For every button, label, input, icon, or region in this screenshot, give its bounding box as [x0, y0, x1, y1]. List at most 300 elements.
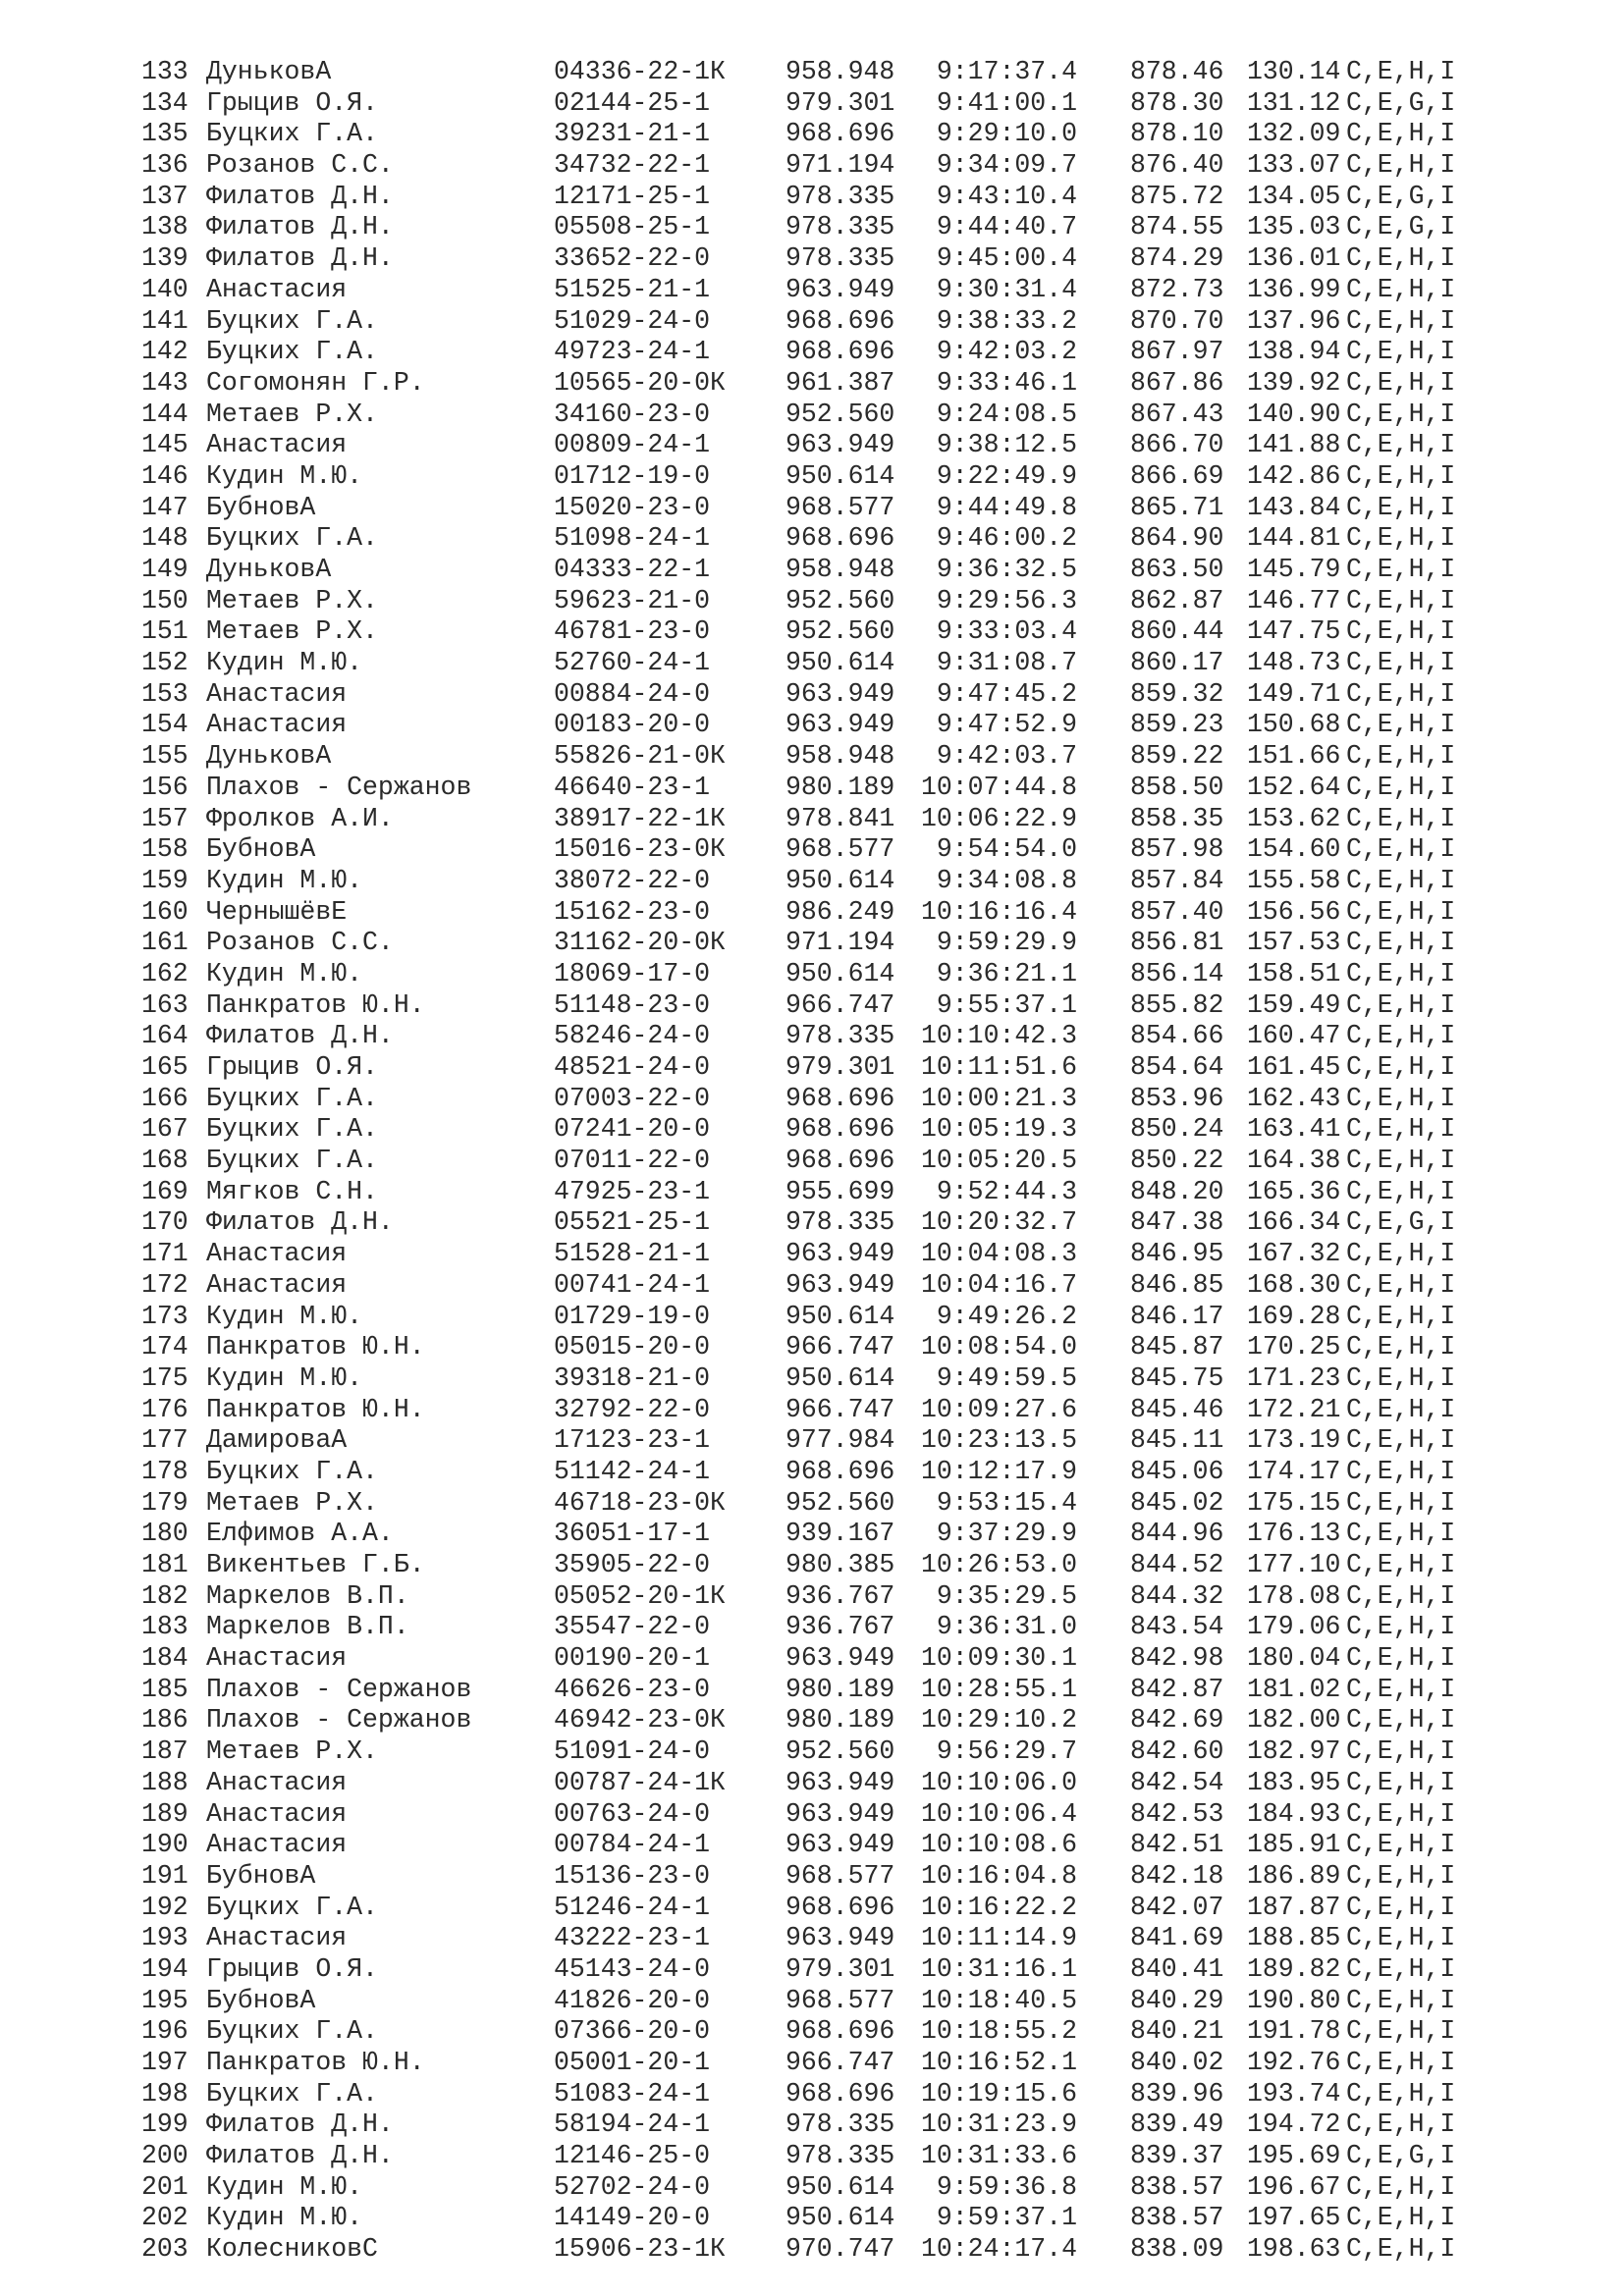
category-flags: C,E,H,I: [1346, 1456, 1456, 1486]
speed: 867.86: [1130, 367, 1224, 398]
fancier-name: Анастасия: [206, 710, 348, 740]
arrival-time: 9:59:37.1: [936, 2203, 1077, 2233]
speed: 875.72: [1130, 181, 1224, 211]
place-number: 143: [141, 367, 189, 398]
arrival-time: 9:49:59.5: [936, 1362, 1077, 1393]
place-number: 136: [141, 150, 189, 181]
distance: 979.301: [785, 1953, 895, 1984]
speed: 844.32: [1130, 1580, 1224, 1611]
coefficient: 133.07: [1247, 150, 1341, 181]
ring-number: 12146-25-0: [554, 2141, 711, 2171]
place-number: 161: [141, 928, 189, 958]
distance: 936.767: [785, 1612, 895, 1642]
arrival-time: 9:41:00.1: [936, 87, 1077, 118]
distance: 980.189: [785, 772, 895, 802]
category-flags: C,E,H,I: [1346, 1425, 1456, 1456]
distance: 968.696: [785, 1083, 895, 1113]
place-number: 163: [141, 989, 189, 1020]
place-number: 144: [141, 399, 189, 429]
category-flags: C,E,H,I: [1346, 399, 1456, 429]
fancier-name: БубновА: [206, 1985, 316, 2015]
place-number: 187: [141, 1736, 189, 1767]
category-flags: C,E,H,I: [1346, 1705, 1456, 1735]
speed: 845.87: [1130, 1332, 1224, 1362]
distance: 986.249: [785, 896, 895, 927]
place-number: 138: [141, 212, 189, 242]
place-number: 179: [141, 1487, 189, 1518]
place-number: 196: [141, 2016, 189, 2047]
distance: 939.167: [785, 1519, 895, 1549]
ring-number: 00884-24-0: [554, 678, 711, 709]
ring-number: 51083-24-1: [554, 2078, 711, 2109]
fancier-name: Филатов Д.Н.: [206, 243, 394, 274]
place-number: 195: [141, 1985, 189, 2015]
fancier-name: Кудин М.Ю.: [206, 1362, 363, 1393]
coefficient: 175.15: [1247, 1487, 1341, 1518]
fancier-name: Буцких Г.А.: [206, 2078, 378, 2109]
fancier-name: Плахов - Сержанов: [206, 1674, 472, 1704]
distance: 966.747: [785, 1394, 895, 1424]
coefficient: 168.30: [1247, 1269, 1341, 1300]
distance: 978.335: [785, 1207, 895, 1238]
category-flags: C,E,H,I: [1346, 1923, 1456, 1953]
category-flags: C,E,H,I: [1346, 928, 1456, 958]
arrival-time: 9:44:40.7: [936, 212, 1077, 242]
coefficient: 189.82: [1247, 1953, 1341, 1984]
distance: 980.189: [785, 1705, 895, 1735]
place-number: 134: [141, 87, 189, 118]
ring-number: 15016-23-0К: [554, 834, 726, 865]
ring-number: 05052-20-1К: [554, 1580, 726, 1611]
distance: 952.560: [785, 585, 895, 615]
ring-number: 10565-20-0К: [554, 367, 726, 398]
coefficient: 153.62: [1247, 803, 1341, 833]
coefficient: 166.34: [1247, 1207, 1341, 1238]
category-flags: C,E,H,I: [1346, 460, 1456, 491]
arrival-time: 9:56:29.7: [936, 1736, 1077, 1767]
fancier-name: ЧернышёвЕ: [206, 896, 348, 927]
distance: 971.194: [785, 150, 895, 181]
ring-number: 05508-25-1: [554, 212, 711, 242]
category-flags: C,E,H,I: [1346, 2171, 1456, 2202]
ring-number: 51029-24-0: [554, 305, 711, 336]
category-flags: C,E,H,I: [1346, 305, 1456, 336]
ring-number: 51098-24-1: [554, 523, 711, 554]
arrival-time: 9:44:49.8: [936, 492, 1077, 522]
fancier-name: Розанов С.С.: [206, 928, 394, 958]
place-number: 189: [141, 1798, 189, 1829]
arrival-time: 10:18:55.2: [920, 2016, 1077, 2047]
place-number: 200: [141, 2141, 189, 2171]
speed: 847.38: [1130, 1207, 1224, 1238]
ring-number: 46718-23-0К: [554, 1487, 726, 1518]
place-number: 139: [141, 243, 189, 274]
ring-number: 01729-19-0: [554, 1301, 711, 1331]
fancier-name: Анастасия: [206, 1923, 348, 1953]
distance: 963.949: [785, 1643, 895, 1674]
fancier-name: Буцких Г.А.: [206, 2016, 378, 2047]
distance: 950.614: [785, 648, 895, 678]
ring-number: 46640-23-1: [554, 772, 711, 802]
speed: 850.22: [1130, 1146, 1224, 1176]
fancier-name: ДамироваА: [206, 1425, 348, 1456]
coefficient: 155.58: [1247, 865, 1341, 895]
distance: 979.301: [785, 1052, 895, 1082]
coefficient: 171.23: [1247, 1362, 1341, 1393]
distance: 950.614: [785, 958, 895, 988]
category-flags: C,E,H,I: [1346, 1394, 1456, 1424]
coefficient: 188.85: [1247, 1923, 1341, 1953]
fancier-name: Плахов - Сержанов: [206, 1705, 472, 1735]
coefficient: 158.51: [1247, 958, 1341, 988]
coefficient: 146.77: [1247, 585, 1341, 615]
coefficient: 198.63: [1247, 2234, 1341, 2265]
place-number: 159: [141, 865, 189, 895]
coefficient: 145.79: [1247, 555, 1341, 584]
distance: 958.948: [785, 57, 895, 86]
fancier-name: Плахов - Сержанов: [206, 772, 472, 802]
arrival-time: 9:38:12.5: [936, 430, 1077, 460]
ring-number: 00787-24-1К: [554, 1767, 726, 1797]
arrival-time: 9:34:08.8: [936, 865, 1077, 895]
coefficient: 137.96: [1247, 305, 1341, 336]
arrival-time: 10:11:51.6: [920, 1052, 1077, 1082]
speed: 838.57: [1130, 2203, 1224, 2233]
arrival-time: 9:47:45.2: [936, 678, 1077, 709]
fancier-name: БубновА: [206, 492, 316, 522]
category-flags: C,E,H,I: [1346, 958, 1456, 988]
speed: 874.29: [1130, 243, 1224, 274]
coefficient: 162.43: [1247, 1083, 1341, 1113]
arrival-time: 10:31:23.9: [920, 2109, 1077, 2140]
arrival-time: 10:05:19.3: [920, 1114, 1077, 1145]
coefficient: 197.65: [1247, 2203, 1341, 2233]
speed: 860.44: [1130, 616, 1224, 647]
coefficient: 152.64: [1247, 772, 1341, 802]
arrival-time: 9:29:56.3: [936, 585, 1077, 615]
distance: 963.949: [785, 430, 895, 460]
coefficient: 132.09: [1247, 119, 1341, 149]
category-flags: C,E,H,I: [1346, 896, 1456, 927]
coefficient: 190.80: [1247, 1985, 1341, 2015]
category-flags: C,E,H,I: [1346, 1176, 1456, 1206]
ring-number: 00741-24-1: [554, 1269, 711, 1300]
ring-number: 46626-23-0: [554, 1674, 711, 1704]
distance: 950.614: [785, 2171, 895, 2202]
speed: 874.55: [1130, 212, 1224, 242]
category-flags: C,E,H,I: [1346, 1301, 1456, 1331]
speed: 838.09: [1130, 2234, 1224, 2265]
coefficient: 154.60: [1247, 834, 1341, 865]
arrival-time: 9:38:33.2: [936, 305, 1077, 336]
fancier-name: Анастасия: [206, 1239, 348, 1269]
place-number: 167: [141, 1114, 189, 1145]
fancier-name: Кудин М.Ю.: [206, 865, 363, 895]
distance: 963.949: [785, 1767, 895, 1797]
distance: 963.949: [785, 1239, 895, 1269]
ring-number: 39318-21-0: [554, 1362, 711, 1393]
ring-number: 07241-20-0: [554, 1114, 711, 1145]
distance: 968.696: [785, 1114, 895, 1145]
arrival-time: 10:18:40.5: [920, 1985, 1077, 2015]
fancier-name: Кудин М.Ю.: [206, 460, 363, 491]
coefficient: 191.78: [1247, 2016, 1341, 2047]
category-flags: C,E,G,I: [1346, 1207, 1456, 1238]
category-flags: C,E,H,I: [1346, 492, 1456, 522]
place-number: 197: [141, 2048, 189, 2077]
distance: 958.948: [785, 555, 895, 584]
fancier-name: Анастасия: [206, 274, 348, 304]
speed: 860.17: [1130, 648, 1224, 678]
speed: 848.20: [1130, 1176, 1224, 1206]
ring-number: 34160-23-0: [554, 399, 711, 429]
speed: 878.30: [1130, 87, 1224, 118]
place-number: 145: [141, 430, 189, 460]
fancier-name: Буцких Г.А.: [206, 1083, 378, 1113]
coefficient: 170.25: [1247, 1332, 1341, 1362]
fancier-name: Филатов Д.Н.: [206, 1021, 394, 1051]
category-flags: C,E,H,I: [1346, 1953, 1456, 1984]
place-number: 165: [141, 1052, 189, 1082]
category-flags: C,E,H,I: [1346, 2016, 1456, 2047]
arrival-time: 9:59:36.8: [936, 2171, 1077, 2202]
arrival-time: 9:35:29.5: [936, 1580, 1077, 1611]
category-flags: C,E,H,I: [1346, 1892, 1456, 1922]
category-flags: C,E,H,I: [1346, 865, 1456, 895]
speed: 843.54: [1130, 1612, 1224, 1642]
ring-number: 15136-23-0: [554, 1860, 711, 1891]
coefficient: 176.13: [1247, 1519, 1341, 1549]
ring-number: 48521-24-0: [554, 1052, 711, 1082]
coefficient: 196.67: [1247, 2171, 1341, 2202]
arrival-time: 9:31:08.7: [936, 648, 1077, 678]
ring-number: 07011-22-0: [554, 1146, 711, 1176]
speed: 872.73: [1130, 274, 1224, 304]
fancier-name: Анастасия: [206, 430, 348, 460]
category-flags: C,E,H,I: [1346, 741, 1456, 772]
ring-number: 51246-24-1: [554, 1892, 711, 1922]
ring-number: 17123-23-1: [554, 1425, 711, 1456]
category-flags: C,E,H,I: [1346, 1146, 1456, 1176]
place-number: 150: [141, 585, 189, 615]
category-flags: C,E,H,I: [1346, 710, 1456, 740]
distance: 978.335: [785, 2141, 895, 2171]
arrival-time: 9:55:37.1: [936, 989, 1077, 1020]
fancier-name: Буцких Г.А.: [206, 1114, 378, 1145]
ring-number: 31162-20-0К: [554, 928, 726, 958]
category-flags: C,E,H,I: [1346, 1239, 1456, 1269]
distance: 966.747: [785, 1332, 895, 1362]
coefficient: 173.19: [1247, 1425, 1341, 1456]
ring-number: 58246-24-0: [554, 1021, 711, 1051]
coefficient: 186.89: [1247, 1860, 1341, 1891]
speed: 842.07: [1130, 1892, 1224, 1922]
arrival-time: 10:19:15.6: [920, 2078, 1077, 2109]
ring-number: 39231-21-1: [554, 119, 711, 149]
distance: 966.747: [785, 989, 895, 1020]
ring-number: 47925-23-1: [554, 1176, 711, 1206]
distance: 966.747: [785, 2048, 895, 2077]
arrival-time: 9:33:46.1: [936, 367, 1077, 398]
ring-number: 18069-17-0: [554, 958, 711, 988]
place-number: 133: [141, 57, 189, 86]
coefficient: 140.90: [1247, 399, 1341, 429]
distance: 978.335: [785, 212, 895, 242]
distance: 978.841: [785, 803, 895, 833]
place-number: 149: [141, 555, 189, 584]
distance: 950.614: [785, 865, 895, 895]
category-flags: C,E,H,I: [1346, 1860, 1456, 1891]
place-number: 148: [141, 523, 189, 554]
arrival-time: 9:36:21.1: [936, 958, 1077, 988]
ring-number: 15020-23-0: [554, 492, 711, 522]
arrival-time: 10:09:27.6: [920, 1394, 1077, 1424]
coefficient: 138.94: [1247, 337, 1341, 367]
distance: 968.696: [785, 305, 895, 336]
arrival-time: 10:28:55.1: [920, 1674, 1077, 1704]
distance: 979.301: [785, 87, 895, 118]
coefficient: 149.71: [1247, 678, 1341, 709]
distance: 963.949: [785, 678, 895, 709]
arrival-time: 10:16:22.2: [920, 1892, 1077, 1922]
category-flags: C,E,H,I: [1346, 1362, 1456, 1393]
speed: 845.75: [1130, 1362, 1224, 1393]
ring-number: 41826-20-0: [554, 1985, 711, 2015]
distance: 961.387: [785, 367, 895, 398]
ring-number: 55826-21-0К: [554, 741, 726, 772]
fancier-name: Согомонян Г.Р.: [206, 367, 425, 398]
fancier-name: КолесниковС: [206, 2234, 378, 2265]
coefficient: 134.05: [1247, 181, 1341, 211]
arrival-time: 10:26:53.0: [920, 1550, 1077, 1579]
fancier-name: Метаев Р.Х.: [206, 1487, 378, 1518]
arrival-time: 10:29:10.2: [920, 1705, 1077, 1735]
category-flags: C,E,G,I: [1346, 212, 1456, 242]
distance: 968.577: [785, 492, 895, 522]
category-flags: C,E,H,I: [1346, 2078, 1456, 2109]
arrival-time: 10:11:14.9: [920, 1923, 1077, 1953]
category-flags: C,E,H,I: [1346, 1798, 1456, 1829]
speed: 842.51: [1130, 1830, 1224, 1860]
arrival-time: 9:33:03.4: [936, 616, 1077, 647]
speed: 859.32: [1130, 678, 1224, 709]
speed: 842.69: [1130, 1705, 1224, 1735]
fancier-name: Буцких Г.А.: [206, 523, 378, 554]
distance: 952.560: [785, 1736, 895, 1767]
arrival-time: 10:00:21.3: [920, 1083, 1077, 1113]
fancier-name: Грыцив О.Я.: [206, 1052, 378, 1082]
speed: 839.49: [1130, 2109, 1224, 2140]
category-flags: C,E,H,I: [1346, 1519, 1456, 1549]
ring-number: 00784-24-1: [554, 1830, 711, 1860]
speed: 842.60: [1130, 1736, 1224, 1767]
place-number: 180: [141, 1519, 189, 1549]
speed: 858.50: [1130, 772, 1224, 802]
distance: 978.335: [785, 2109, 895, 2140]
distance: 968.577: [785, 1985, 895, 2015]
ring-number: 45143-24-0: [554, 1953, 711, 1984]
category-flags: C,E,H,I: [1346, 1674, 1456, 1704]
coefficient: 161.45: [1247, 1052, 1341, 1082]
category-flags: C,E,H,I: [1346, 1736, 1456, 1767]
place-number: 198: [141, 2078, 189, 2109]
place-number: 151: [141, 616, 189, 647]
ring-number: 51148-23-0: [554, 989, 711, 1020]
fancier-name: Филатов Д.Н.: [206, 2141, 394, 2171]
ring-number: 00190-20-1: [554, 1643, 711, 1674]
fancier-name: Анастасия: [206, 1798, 348, 1829]
arrival-time: 10:08:54.0: [920, 1332, 1077, 1362]
speed: 867.43: [1130, 399, 1224, 429]
category-flags: C,E,H,I: [1346, 616, 1456, 647]
ring-number: 05001-20-1: [554, 2048, 711, 2077]
place-number: 181: [141, 1550, 189, 1579]
distance: 958.948: [785, 741, 895, 772]
coefficient: 167.32: [1247, 1239, 1341, 1269]
ring-number: 32792-22-0: [554, 1394, 711, 1424]
distance: 978.335: [785, 243, 895, 274]
fancier-name: Кудин М.Ю.: [206, 2171, 363, 2202]
coefficient: 174.17: [1247, 1456, 1341, 1486]
coefficient: 139.92: [1247, 367, 1341, 398]
place-number: 188: [141, 1767, 189, 1797]
coefficient: 156.56: [1247, 896, 1341, 927]
speed: 858.35: [1130, 803, 1224, 833]
arrival-time: 9:45:00.4: [936, 243, 1077, 274]
ring-number: 05015-20-0: [554, 1332, 711, 1362]
place-number: 164: [141, 1021, 189, 1051]
place-number: 182: [141, 1580, 189, 1611]
place-number: 201: [141, 2171, 189, 2202]
coefficient: 185.91: [1247, 1830, 1341, 1860]
speed: 862.87: [1130, 585, 1224, 615]
coefficient: 172.21: [1247, 1394, 1341, 1424]
speed: 841.69: [1130, 1923, 1224, 1953]
place-number: 166: [141, 1083, 189, 1113]
arrival-time: 9:17:37.4: [936, 57, 1077, 86]
arrival-time: 9:53:15.4: [936, 1487, 1077, 1518]
coefficient: 192.76: [1247, 2048, 1341, 2077]
arrival-time: 9:37:29.9: [936, 1519, 1077, 1549]
place-number: 172: [141, 1269, 189, 1300]
fancier-name: Анастасия: [206, 1830, 348, 1860]
arrival-time: 9:46:00.2: [936, 523, 1077, 554]
place-number: 160: [141, 896, 189, 927]
distance: 977.984: [785, 1425, 895, 1456]
ring-number: 52702-24-0: [554, 2171, 711, 2202]
arrival-time: 9:36:32.5: [936, 555, 1077, 584]
category-flags: C,E,H,I: [1346, 1052, 1456, 1082]
arrival-time: 9:54:54.0: [936, 834, 1077, 865]
distance: 963.949: [785, 1830, 895, 1860]
coefficient: 164.38: [1247, 1146, 1341, 1176]
speed: 840.21: [1130, 2016, 1224, 2047]
speed: 863.50: [1130, 555, 1224, 584]
coefficient: 131.12: [1247, 87, 1341, 118]
distance: 955.699: [785, 1176, 895, 1206]
speed: 859.23: [1130, 710, 1224, 740]
distance: 963.949: [785, 1269, 895, 1300]
speed: 866.70: [1130, 430, 1224, 460]
distance: 968.696: [785, 1892, 895, 1922]
category-flags: C,E,H,I: [1346, 367, 1456, 398]
ring-number: 52760-24-1: [554, 648, 711, 678]
fancier-name: Кудин М.Ю.: [206, 1301, 363, 1331]
coefficient: 144.81: [1247, 523, 1341, 554]
fancier-name: БубновА: [206, 1860, 316, 1891]
speed: 842.53: [1130, 1798, 1224, 1829]
ring-number: 04336-22-1К: [554, 57, 726, 86]
